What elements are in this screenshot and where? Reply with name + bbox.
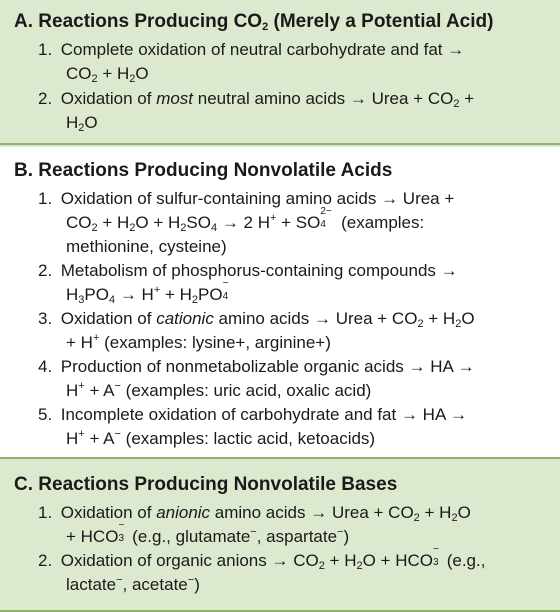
list-item-b4: 4. Production of nonmetabolizable organic acids → HA → H+ + A− (examples: uric acid, oxalic acid) bbox=[38, 357, 475, 400]
list-item-b1: 1. Oxidation of sulfur-containing amino acids → Urea + $CO_2 + H_2O + H_2SO_4 \to 2$ H+ + SO 2− 4 (examples: methionine, cysteine) bbox=[38, 189, 455, 256]
section-c bbox=[0, 461, 560, 612]
section-c-heading: C. Reactions Producing Nonvolatile Bases bbox=[14, 474, 398, 495]
section-b bbox=[0, 147, 560, 459]
list-item-a2: 2. Oxidation of most neutral amino acids → Urea + $CO_2$ + $H_2O$ bbox=[38, 89, 475, 134]
list-item-b5: 5. Incomplete oxidation of carbohydrate and fat → HA → H+ + A− (examples: lactic acid, ketoacids) bbox=[38, 405, 468, 448]
section-b-heading: B. Reactions Producing Nonvolatile Acids bbox=[14, 160, 393, 181]
section-a bbox=[0, 0, 560, 145]
list-item-c2: 2. Oxidation of organic anions → $CO_2 + H_2O$ + HCO − 3 (e.g., lactate−, acetate−) bbox=[38, 544, 486, 594]
list-item-c1: 1. Oxidation of anionic amino acids → Urea + $CO_2 + H_2O$ + HCO − 3 (e.g., glutamate−, aspartate−) bbox=[38, 503, 471, 546]
list-item-b2: 2. Metabolism of phosphorus-containing compounds → $H_3PO_4 \to H^+ + H_2PO$ − 4 bbox=[38, 261, 458, 306]
list-item-a1: 1. Complete oxidation of neutral carbohydrate and fat → $CO_2 + H_2O$ bbox=[38, 40, 465, 85]
section-a-heading: A. Reactions Producing $CO_2$ (Merely a Potential Acid) bbox=[14, 11, 494, 33]
list-item-b3: 3. Oxidation of cationic amino acids → Urea + $CO_2 + H_2O$ + H+ (examples: lysine+, arginine+) bbox=[38, 309, 475, 352]
